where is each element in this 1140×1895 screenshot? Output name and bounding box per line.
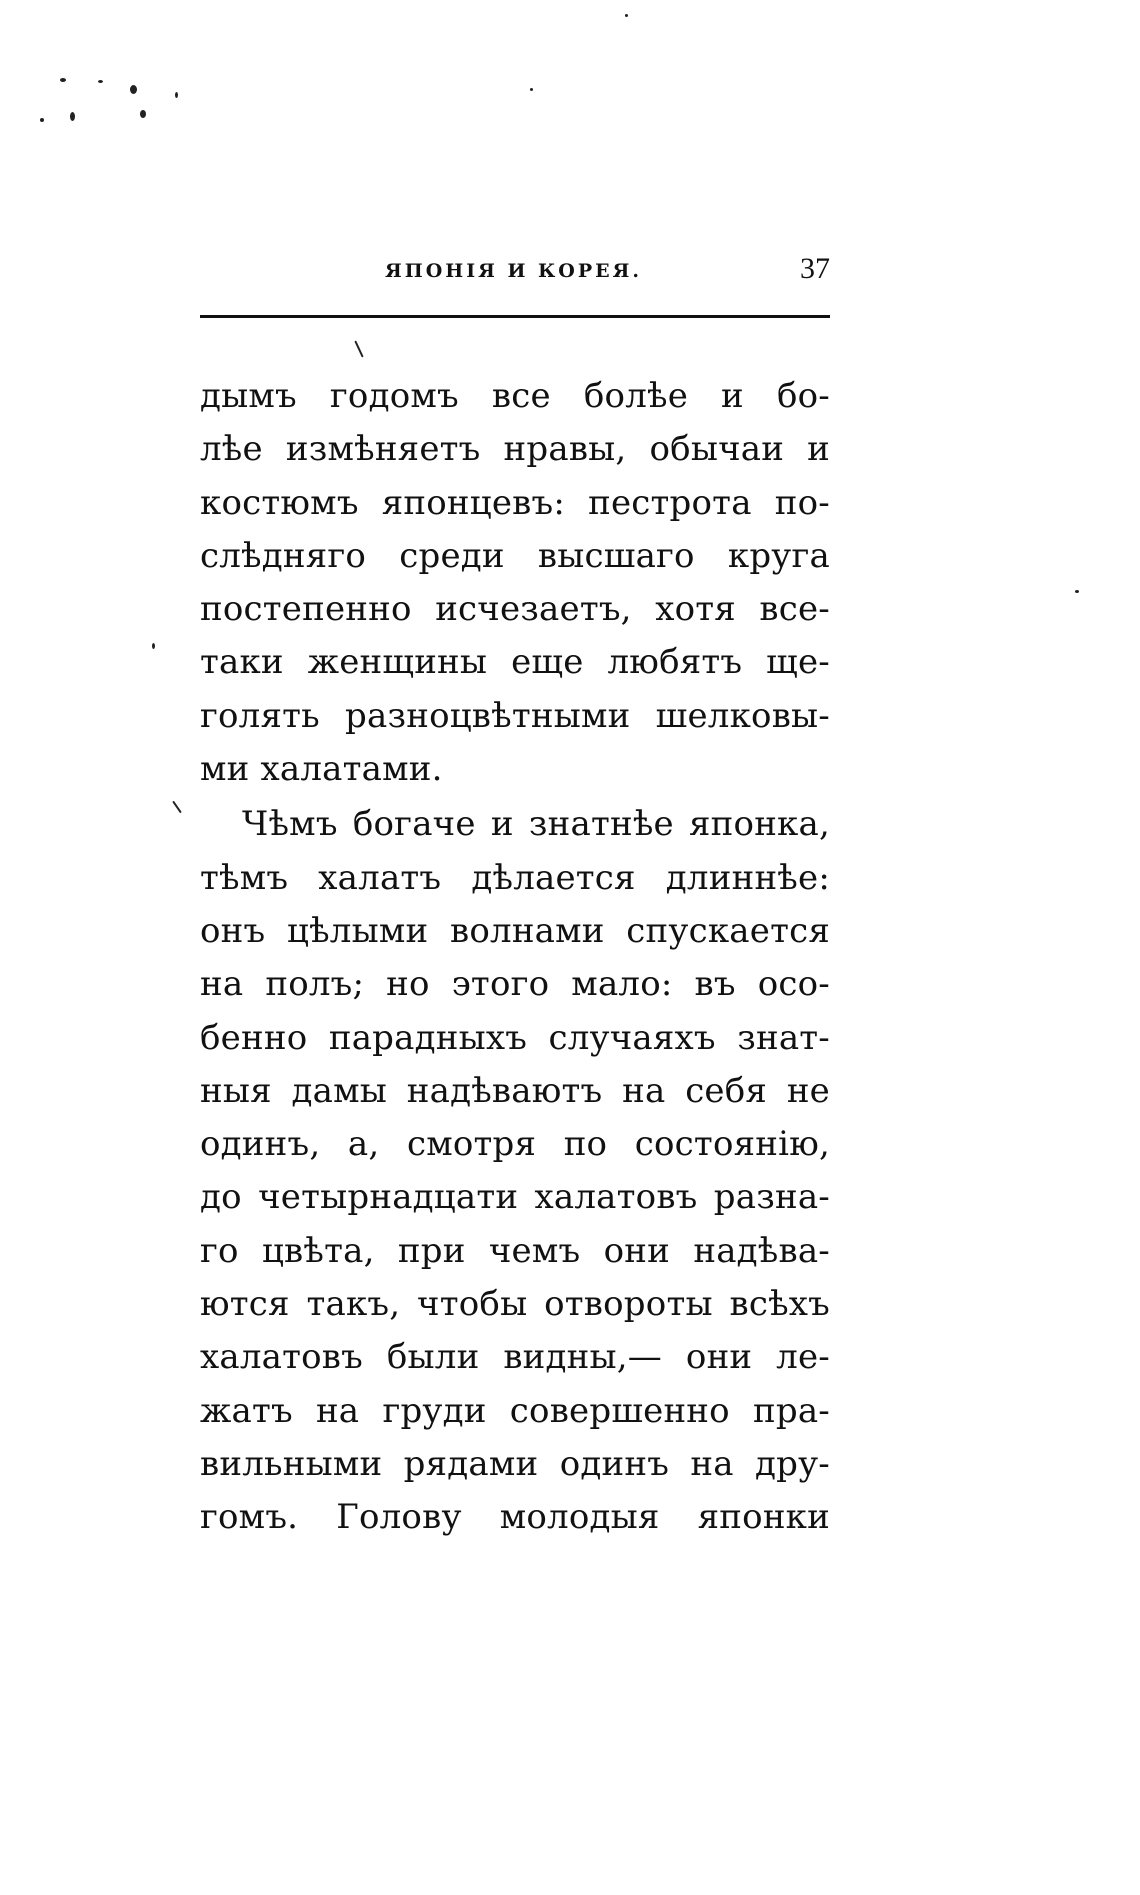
text-line: на полъ; но этого мало: въ осо- <box>200 964 830 1005</box>
scan-speck <box>625 14 628 17</box>
text-line: Чѣмъ богаче и знатнѣе японка, <box>242 804 830 845</box>
scan-speck <box>152 643 155 649</box>
text-line: дымъ годомъ все болѣе и бо- <box>200 376 830 416</box>
scan-speck <box>530 88 533 91</box>
text-line: ются такъ, чтобы отвороты всѣхъ <box>200 1284 830 1325</box>
text-line: онъ цѣлыми волнами спускается <box>200 910 830 951</box>
page-number: 37 <box>800 252 830 285</box>
running-head <box>200 250 830 290</box>
scan-speck <box>98 80 103 83</box>
body-text <box>200 370 830 1545</box>
text-line: таки женщины еще любятъ ще- <box>200 642 830 683</box>
text-line: ми халатами. <box>200 749 443 790</box>
scan-speck <box>140 110 146 118</box>
scan-speck <box>130 85 137 94</box>
text-line: одинъ, а, смотря по состоянію, <box>200 1124 830 1165</box>
scan-speck <box>175 92 178 98</box>
scan-speck <box>70 112 75 121</box>
scan-speck <box>40 118 44 122</box>
scan-speck <box>60 78 66 82</box>
running-title: ЯПОНІЯ И КОРЕЯ. <box>385 260 642 282</box>
text-line: тѣмъ халатъ дѣлается длиннѣе: <box>200 857 830 898</box>
text-line: вильными рядами одинъ на дру- <box>200 1443 830 1484</box>
scan-speck <box>172 801 182 814</box>
scan-speck <box>1075 590 1079 593</box>
text-line: постепенно исчезаетъ, хотя все- <box>200 589 830 630</box>
text-line: лѣе измѣняетъ нравы, обычаи и <box>200 429 830 470</box>
text-line: гомъ. Голову молодыя японки <box>200 1497 830 1538</box>
scan-speck <box>354 340 363 357</box>
text-line: бенно парадныхъ случаяхъ знат- <box>200 1017 830 1058</box>
text-line: жатъ на груди совершенно пра- <box>200 1390 830 1431</box>
text-line: голять разноцвѣтными шелковы- <box>200 695 830 736</box>
text-line: костюмъ японцевъ: пестрота по- <box>200 482 830 523</box>
text-line: го цвѣта, при чемъ они надѣва- <box>200 1230 830 1271</box>
text-line: до четырнадцати халатовъ разна- <box>200 1177 830 1218</box>
text-line: ныя дамы надѣваютъ на себя не <box>200 1070 830 1111</box>
header-rule <box>200 315 830 318</box>
text-line: халатовъ были видны,— они ле- <box>200 1337 830 1378</box>
text-line: слѣдняго среди высшаго круга <box>200 535 830 576</box>
